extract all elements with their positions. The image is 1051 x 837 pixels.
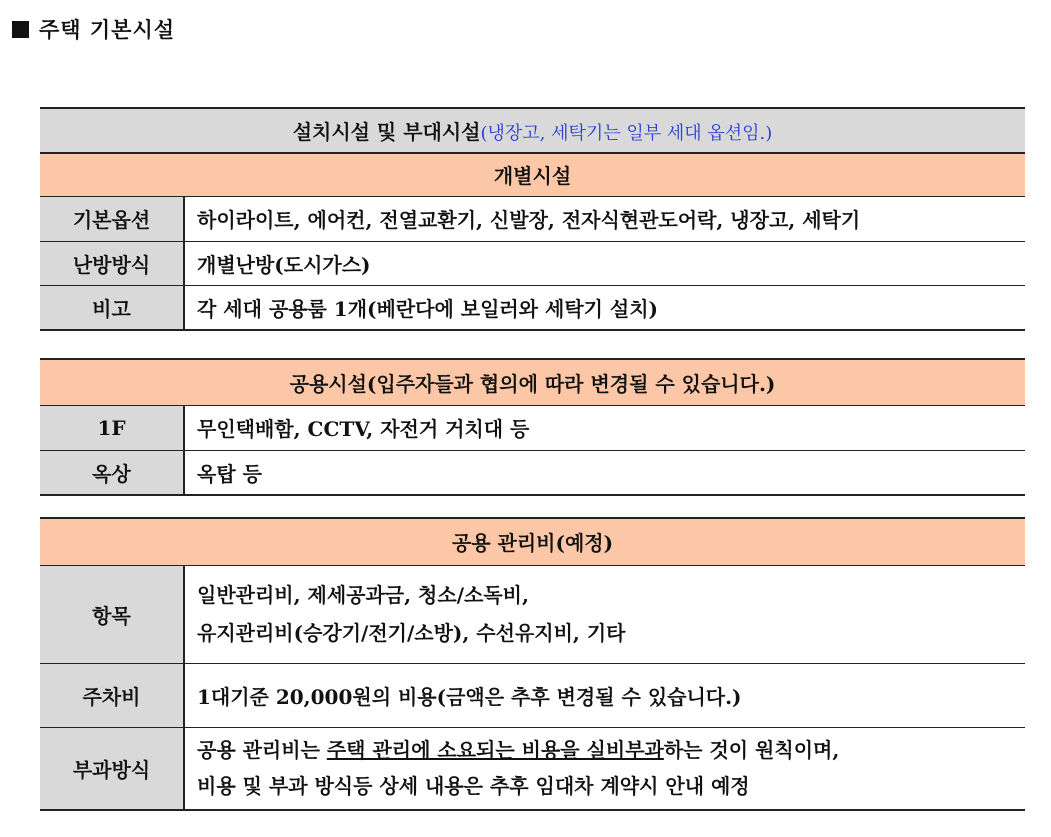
installed-facilities-note: (냉장고, 세탁기는 일부 세대 옵션임.) — [480, 123, 773, 144]
table-row — [40, 450, 1025, 495]
installed-facilities-table — [40, 107, 1025, 331]
table-row — [40, 241, 1025, 285]
table-row — [40, 565, 1025, 663]
row-label-parking: 주차비 — [40, 663, 184, 727]
table-row — [40, 663, 1025, 727]
row-label-items: 항목 — [40, 565, 184, 663]
row-value-billing — [184, 727, 1025, 810]
row-value-remarks: 각 세대 공용룸 1개(베란다에 보일러와 세탁기 설치) — [184, 285, 1025, 330]
common-management-fee-table — [40, 517, 1025, 811]
billing-line-2: 비용 및 부과 방식등 상세 내용은 추후 임대차 계약시 안내 예정 — [197, 774, 750, 799]
section-heading-text: 주택 기본시설 — [39, 18, 176, 42]
row-value-items — [184, 565, 1025, 663]
table-row — [40, 405, 1025, 450]
table-row — [40, 196, 1025, 241]
row-value-1f: 무인택배함, CCTV, 자전거 거치대 등 — [184, 405, 1025, 450]
individual-facilities-header: 개별시설 — [40, 153, 1025, 196]
billing-line-1 — [197, 732, 1025, 768]
section-heading — [12, 14, 175, 44]
shared-facilities-header: 공용시설(입주자들과 협의에 따라 변경될 수 있습니다.) — [40, 359, 1025, 405]
items-line-2: 유지관리비(승강기/전기/소방), 수선유지비, 기타 — [197, 621, 626, 645]
row-label-remarks: 비고 — [40, 285, 184, 330]
billing-text-underlined: 주택 관리에 소요되는 비용을 실비부과 — [326, 738, 664, 763]
table-row — [40, 285, 1025, 330]
installed-facilities-title-text: 설치시설 및 부대시설 — [292, 120, 481, 144]
installed-facilities-title — [40, 108, 1025, 153]
row-value-rooftop: 옥탑 등 — [184, 450, 1025, 495]
row-label-1f: 1F — [40, 405, 184, 450]
items-line-1: 일반관리비, 제세공과금, 청소/소독비, — [197, 583, 529, 607]
row-value-heating: 개별난방(도시가스) — [184, 241, 1025, 285]
shared-facilities-table — [40, 358, 1025, 496]
row-label-heating: 난방방식 — [40, 241, 184, 285]
row-label-rooftop: 옥상 — [40, 450, 184, 495]
table-row — [40, 727, 1025, 810]
billing-text-c: 하는 것이 원칙이며, — [663, 738, 840, 763]
row-label-basic-options: 기본옵션 — [40, 196, 184, 241]
row-label-billing: 부과방식 — [40, 727, 184, 810]
management-fee-header: 공용 관리비(예정) — [40, 518, 1025, 565]
billing-text-a: 공용 관리비는 — [197, 738, 327, 763]
row-value-basic-options: 하이라이트, 에어컨, 전열교환기, 신발장, 전자식현관도어락, 냉장고, 세탁기 — [184, 196, 1025, 241]
row-value-parking: 1대기준 20,000원의 비용(금액은 추후 변경될 수 있습니다.) — [184, 663, 1025, 727]
square-bullet-icon — [12, 21, 29, 38]
